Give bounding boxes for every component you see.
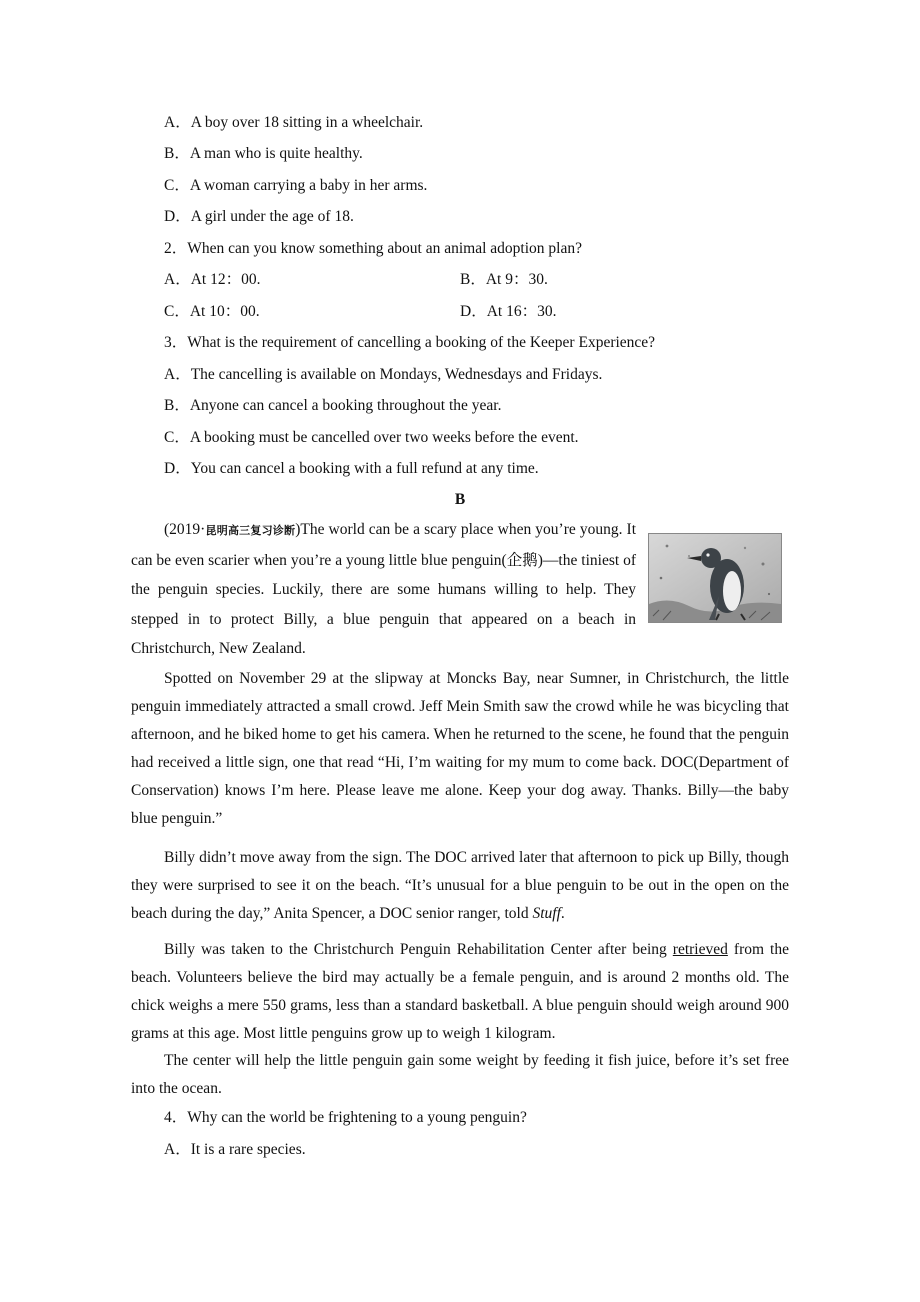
q3-option-b: B．Anyone can cancel a booking throughout the year.: [164, 397, 502, 414]
q1-option-b: B．A man who is quite healthy.: [164, 145, 363, 162]
q1-option-d: D．A girl under the age of 18.: [164, 208, 354, 225]
q3-option-d: D．You can cancel a booking with a full refund at any time.: [164, 460, 539, 477]
passage-paragraph-5: The center will help the little penguin gain some weight by feeding it fish juice, before it’s set free into the ocean.: [131, 1052, 789, 1097]
source-suffix: ): [295, 521, 301, 538]
q2-option-d: D．At 16：30.: [460, 303, 557, 320]
publication-name: Stuff: [532, 905, 561, 922]
paragraph-3-end: .: [560, 905, 565, 922]
paragraph-4-text-a: Billy was taken to the Christchurch Penguin Rehabilitation Center after being: [164, 941, 673, 958]
underlined-word: retrieved: [672, 941, 728, 958]
q3-option-a: A．The cancelling is available on Mondays, Wednesdays and Fridays.: [164, 366, 603, 383]
q3-stem: 3．What is the requirement of cancelling a booking of the Keeper Experience?: [164, 334, 656, 351]
passage-paragraph-2: Spotted on November 29 at the slipway at Moncks Bay, near Sumner, in Christchurch, the little penguin immediately attracted a small crowd. Jeff Mein Smith saw the crowd while he was bicycling that afternoon, and he biked home to get his camera. When he returned to the scene, he found that the penguin had received a little sign, one that read “Hi, I’m waiting for my mum to come back. DOC(Department of Conservation) knows I’m here. Please leave me alone. Keep your dog away. Thanks. Billy—the baby blue penguin.”: [131, 670, 789, 827]
passage-paragraph-4: [131, 936, 789, 1048]
paragraph-3-text: Billy didn’t move away from the sign. The DOC arrived later that afternoon to pick up Billy, though they were surprised to see it on the beach. “It’s unusual for a blue penguin to be out in the open on the beach during the day,” Anita Spencer, a DOC senior ranger, told: [131, 849, 789, 922]
q1-option-c: C．A woman carrying a baby in her arms.: [164, 177, 428, 194]
q2-option-c: C．At 10：00.: [164, 303, 260, 320]
paragraph-1-text: The world can be a scary place when you’re young. It can be even scarier when you’re a young little blue penguin(企鹅)—the tiniest of the penguin species. Luckily, there are some humans willing to help. They stepped in to protect Billy, a blue penguin that appeared on a beach in Christchurch, New Zealand.: [131, 521, 637, 657]
q2-option-a: A．At 12：00.: [164, 271, 261, 288]
paragraph-4-text-b: from the beach. Volunteers believe the bird may actually be a female penguin, and is around 2 months old. The chick weighs a mere 550 grams, less than a standard basketball. A blue penguin should weigh around 900 grams at this age. Most little penguins grow up to weigh 1 kilogram.: [131, 941, 789, 1042]
source-prefix: (2019·: [164, 521, 206, 538]
q1-option-a: A．A boy over 18 sitting in a wheelchair.: [164, 114, 424, 131]
q2-option-b: B．At 9：30.: [460, 271, 548, 288]
passage-paragraph-1: [131, 515, 636, 664]
penguin-photo: [648, 533, 782, 623]
q3-option-c: C．A booking must be cancelled over two weeks before the event.: [164, 429, 579, 446]
q2-stem: 2．When can you know something about an animal adoption plan?: [164, 240, 582, 257]
section-heading: B: [454, 491, 466, 508]
source-label: 昆明高三复习诊断: [205, 524, 296, 537]
q4-option-a: A．It is a rare species.: [164, 1141, 306, 1158]
q4-stem: 4．Why can the world be frightening to a young penguin?: [164, 1109, 527, 1126]
passage-paragraph-3: [131, 844, 789, 928]
